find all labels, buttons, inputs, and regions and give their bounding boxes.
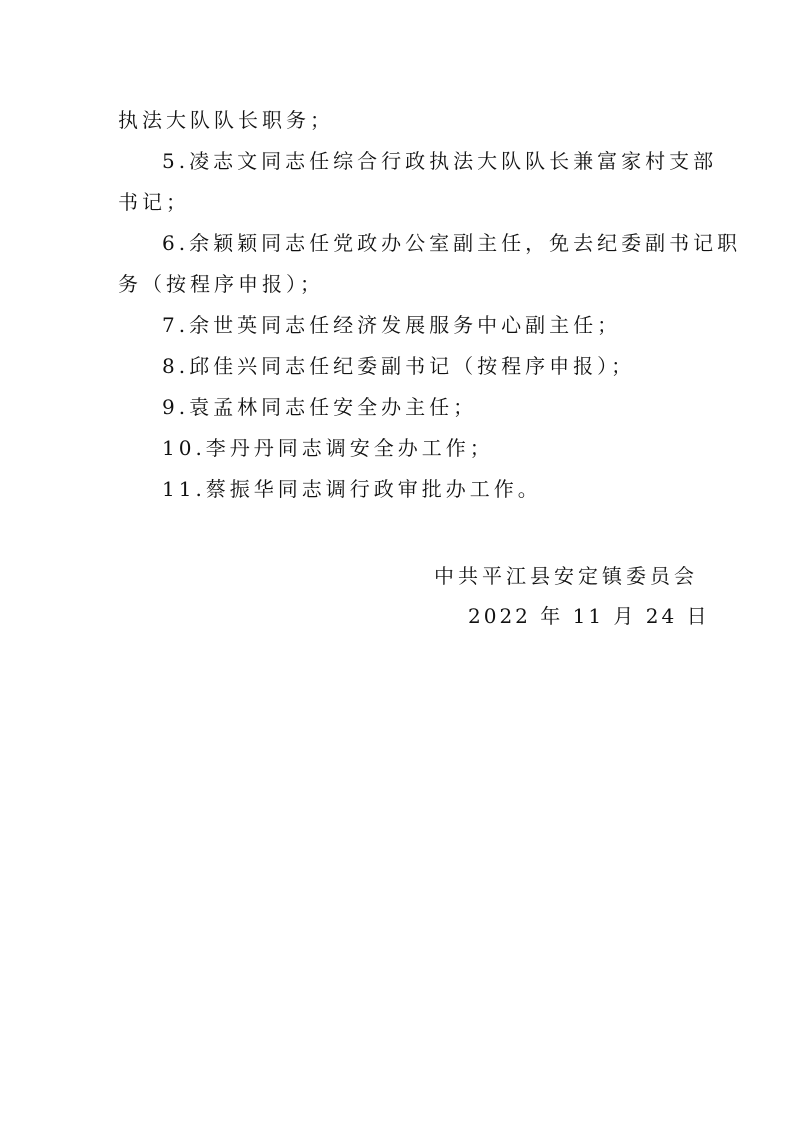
- item-5: 5.凌志文同志任综合行政执法大队队长兼富家村支部: [162, 149, 718, 173]
- item-8: 8.邱佳兴同志任纪委副书记（按程序申报）；: [162, 354, 636, 378]
- item-5-continuation: 书记；: [118, 190, 190, 214]
- item-6-continuation: 务（按程序申报）；: [118, 272, 324, 296]
- document-body: [118, 100, 742, 510]
- item-6: 6.余颖颖同志任党政办公室副主任，免去纪委副书记职: [162, 231, 742, 255]
- signature-block: [430, 556, 710, 636]
- item-9: 9.袁孟林同志任安全办主任；: [162, 395, 478, 419]
- text-line-continuation: 执法大队队长职务；: [118, 108, 334, 132]
- signature-date: 2022 年 11 月 24 日: [468, 604, 710, 628]
- item-10: 10.李丹丹同志调安全办工作；: [162, 436, 494, 460]
- item-7: 7.余世英同志任经济发展服务中心副主任；: [162, 313, 622, 337]
- signature-organization: 中共平江县安定镇委员会: [434, 564, 698, 588]
- item-11: 11.蔡振华同志调行政审批办工作。: [162, 477, 542, 501]
